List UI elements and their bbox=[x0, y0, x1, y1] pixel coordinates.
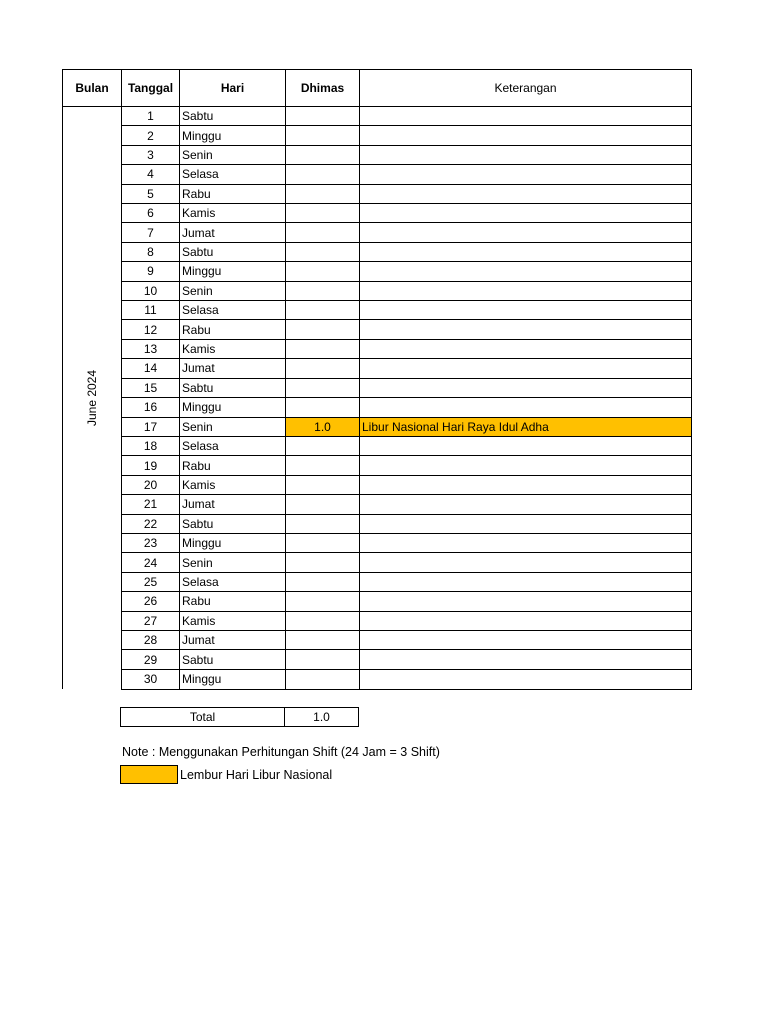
tanggal-cell: 10 bbox=[122, 281, 180, 300]
keterangan-cell bbox=[360, 301, 692, 320]
table-row bbox=[63, 572, 692, 591]
tanggal-cell: 27 bbox=[122, 611, 180, 630]
tanggal-cell: 4 bbox=[122, 165, 180, 184]
tanggal-cell: 28 bbox=[122, 630, 180, 649]
hari-cell: Sabtu bbox=[180, 378, 286, 397]
hari-cell: Sabtu bbox=[180, 242, 286, 261]
table-row bbox=[63, 223, 692, 242]
table-row bbox=[63, 145, 692, 164]
keterangan-cell bbox=[360, 592, 692, 611]
dhimas-cell bbox=[286, 339, 360, 358]
tanggal-cell: 9 bbox=[122, 262, 180, 281]
table-row bbox=[63, 611, 692, 630]
table-row bbox=[63, 630, 692, 649]
keterangan-cell bbox=[360, 339, 692, 358]
hari-cell: Selasa bbox=[180, 572, 286, 591]
hari-cell: Minggu bbox=[180, 262, 286, 281]
dhimas-cell bbox=[286, 242, 360, 261]
table-row bbox=[63, 475, 692, 494]
header-keterangan: Keterangan bbox=[360, 70, 692, 107]
keterangan-cell bbox=[360, 398, 692, 417]
table-row bbox=[63, 242, 692, 261]
hari-cell: Jumat bbox=[180, 495, 286, 514]
shift-table bbox=[62, 69, 692, 690]
dhimas-cell bbox=[286, 495, 360, 514]
tanggal-cell: 7 bbox=[122, 223, 180, 242]
hari-cell: Kamis bbox=[180, 475, 286, 494]
keterangan-cell bbox=[360, 262, 692, 281]
dhimas-cell bbox=[286, 456, 360, 475]
hari-cell: Minggu bbox=[180, 669, 286, 689]
legend-label: Lembur Hari Libur Nasional bbox=[180, 767, 333, 782]
total-value: 1.0 bbox=[285, 708, 359, 727]
total-row bbox=[121, 708, 359, 727]
tanggal-cell: 20 bbox=[122, 475, 180, 494]
keterangan-cell bbox=[360, 204, 692, 223]
dhimas-cell bbox=[286, 669, 360, 689]
tanggal-cell: 15 bbox=[122, 378, 180, 397]
header-dhimas: Dhimas bbox=[286, 70, 360, 107]
keterangan-cell bbox=[360, 456, 692, 475]
table-row bbox=[63, 281, 692, 300]
keterangan-cell bbox=[360, 630, 692, 649]
keterangan-cell bbox=[360, 126, 692, 145]
dhimas-cell bbox=[286, 165, 360, 184]
tanggal-cell: 24 bbox=[122, 553, 180, 572]
tanggal-cell: 14 bbox=[122, 359, 180, 378]
table-row bbox=[63, 378, 692, 397]
keterangan-cell: Libur Nasional Hari Raya Idul Adha bbox=[360, 417, 692, 436]
keterangan-cell bbox=[360, 533, 692, 552]
keterangan-cell bbox=[360, 611, 692, 630]
tanggal-cell: 26 bbox=[122, 592, 180, 611]
hari-cell: Selasa bbox=[180, 301, 286, 320]
dhimas-cell bbox=[286, 572, 360, 591]
dhimas-cell bbox=[286, 145, 360, 164]
legend bbox=[120, 765, 332, 784]
keterangan-cell bbox=[360, 242, 692, 261]
month-label: June 2024 bbox=[85, 369, 99, 427]
table-row bbox=[63, 126, 692, 145]
hari-cell: Senin bbox=[180, 417, 286, 436]
hari-cell: Jumat bbox=[180, 630, 286, 649]
hari-cell: Kamis bbox=[180, 611, 286, 630]
dhimas-cell bbox=[286, 126, 360, 145]
tanggal-cell: 30 bbox=[122, 669, 180, 689]
table-row bbox=[63, 436, 692, 455]
tanggal-cell: 23 bbox=[122, 533, 180, 552]
dhimas-cell bbox=[286, 475, 360, 494]
hari-cell: Selasa bbox=[180, 165, 286, 184]
dhimas-cell bbox=[286, 359, 360, 378]
table-row bbox=[63, 495, 692, 514]
hari-cell: Senin bbox=[180, 145, 286, 164]
hari-cell: Kamis bbox=[180, 204, 286, 223]
hari-cell: Sabtu bbox=[180, 650, 286, 669]
header-hari: Hari bbox=[180, 70, 286, 107]
tanggal-cell: 5 bbox=[122, 184, 180, 203]
keterangan-cell bbox=[360, 650, 692, 669]
table-row bbox=[63, 107, 692, 126]
table-row bbox=[63, 184, 692, 203]
dhimas-cell bbox=[286, 320, 360, 339]
keterangan-cell bbox=[360, 107, 692, 126]
hari-cell: Minggu bbox=[180, 398, 286, 417]
hari-cell: Selasa bbox=[180, 436, 286, 455]
tanggal-cell: 1 bbox=[122, 107, 180, 126]
dhimas-cell bbox=[286, 436, 360, 455]
hari-cell: Minggu bbox=[180, 126, 286, 145]
hari-cell: Jumat bbox=[180, 359, 286, 378]
hari-cell: Kamis bbox=[180, 339, 286, 358]
hari-cell: Senin bbox=[180, 553, 286, 572]
hari-cell: Rabu bbox=[180, 592, 286, 611]
hari-cell: Sabtu bbox=[180, 514, 286, 533]
tanggal-cell: 18 bbox=[122, 436, 180, 455]
bulan-cell bbox=[63, 107, 122, 690]
keterangan-cell bbox=[360, 165, 692, 184]
dhimas-cell bbox=[286, 301, 360, 320]
keterangan-cell bbox=[360, 475, 692, 494]
dhimas-cell bbox=[286, 630, 360, 649]
tanggal-cell: 29 bbox=[122, 650, 180, 669]
legend-swatch bbox=[120, 765, 178, 784]
dhimas-cell bbox=[286, 378, 360, 397]
hari-cell: Rabu bbox=[180, 456, 286, 475]
tanggal-cell: 3 bbox=[122, 145, 180, 164]
keterangan-cell bbox=[360, 145, 692, 164]
keterangan-cell bbox=[360, 184, 692, 203]
dhimas-cell bbox=[286, 262, 360, 281]
keterangan-cell bbox=[360, 572, 692, 591]
tanggal-cell: 13 bbox=[122, 339, 180, 358]
header-tanggal: Tanggal bbox=[122, 70, 180, 107]
tanggal-cell: 21 bbox=[122, 495, 180, 514]
dhimas-cell bbox=[286, 223, 360, 242]
hari-cell: Rabu bbox=[180, 184, 286, 203]
keterangan-cell bbox=[360, 378, 692, 397]
tanggal-cell: 22 bbox=[122, 514, 180, 533]
dhimas-cell: 1.0 bbox=[286, 417, 360, 436]
keterangan-cell bbox=[360, 436, 692, 455]
tanggal-cell: 17 bbox=[122, 417, 180, 436]
dhimas-cell bbox=[286, 281, 360, 300]
dhimas-cell bbox=[286, 533, 360, 552]
tanggal-cell: 25 bbox=[122, 572, 180, 591]
dhimas-cell bbox=[286, 553, 360, 572]
keterangan-cell bbox=[360, 320, 692, 339]
tanggal-cell: 2 bbox=[122, 126, 180, 145]
keterangan-cell bbox=[360, 281, 692, 300]
dhimas-cell bbox=[286, 592, 360, 611]
hari-cell: Jumat bbox=[180, 223, 286, 242]
table-row bbox=[63, 669, 692, 689]
dhimas-cell bbox=[286, 611, 360, 630]
tanggal-cell: 12 bbox=[122, 320, 180, 339]
table-row bbox=[63, 262, 692, 281]
tanggal-cell: 16 bbox=[122, 398, 180, 417]
keterangan-cell bbox=[360, 553, 692, 572]
table-row bbox=[63, 339, 692, 358]
hari-cell: Rabu bbox=[180, 320, 286, 339]
table-body bbox=[63, 107, 692, 690]
tanggal-cell: 19 bbox=[122, 456, 180, 475]
table-row bbox=[63, 165, 692, 184]
hari-cell: Minggu bbox=[180, 533, 286, 552]
tanggal-cell: 11 bbox=[122, 301, 180, 320]
keterangan-cell bbox=[360, 223, 692, 242]
table-row bbox=[63, 456, 692, 475]
tanggal-cell: 6 bbox=[122, 204, 180, 223]
dhimas-cell bbox=[286, 204, 360, 223]
tanggal-cell: 8 bbox=[122, 242, 180, 261]
table-row bbox=[63, 514, 692, 533]
table-row bbox=[63, 533, 692, 552]
dhimas-cell bbox=[286, 107, 360, 126]
table-row bbox=[63, 398, 692, 417]
keterangan-cell bbox=[360, 495, 692, 514]
total-table bbox=[120, 707, 359, 727]
header-row bbox=[63, 70, 692, 107]
table-row bbox=[63, 650, 692, 669]
table-row bbox=[63, 359, 692, 378]
table-row bbox=[63, 320, 692, 339]
keterangan-cell bbox=[360, 359, 692, 378]
total-label: Total bbox=[121, 708, 285, 727]
dhimas-cell bbox=[286, 650, 360, 669]
dhimas-cell bbox=[286, 398, 360, 417]
dhimas-cell bbox=[286, 514, 360, 533]
dhimas-cell bbox=[286, 184, 360, 203]
hari-cell: Senin bbox=[180, 281, 286, 300]
table-row bbox=[63, 301, 692, 320]
table-row bbox=[63, 204, 692, 223]
table-row bbox=[63, 417, 692, 436]
hari-cell: Sabtu bbox=[180, 107, 286, 126]
keterangan-cell bbox=[360, 669, 692, 689]
table-row bbox=[63, 553, 692, 572]
keterangan-cell bbox=[360, 514, 692, 533]
table-row bbox=[63, 592, 692, 611]
note-text: Note : Menggunakan Perhitungan Shift (24 Jam = 3 Shift) bbox=[122, 745, 440, 759]
header-bulan: Bulan bbox=[63, 70, 122, 107]
